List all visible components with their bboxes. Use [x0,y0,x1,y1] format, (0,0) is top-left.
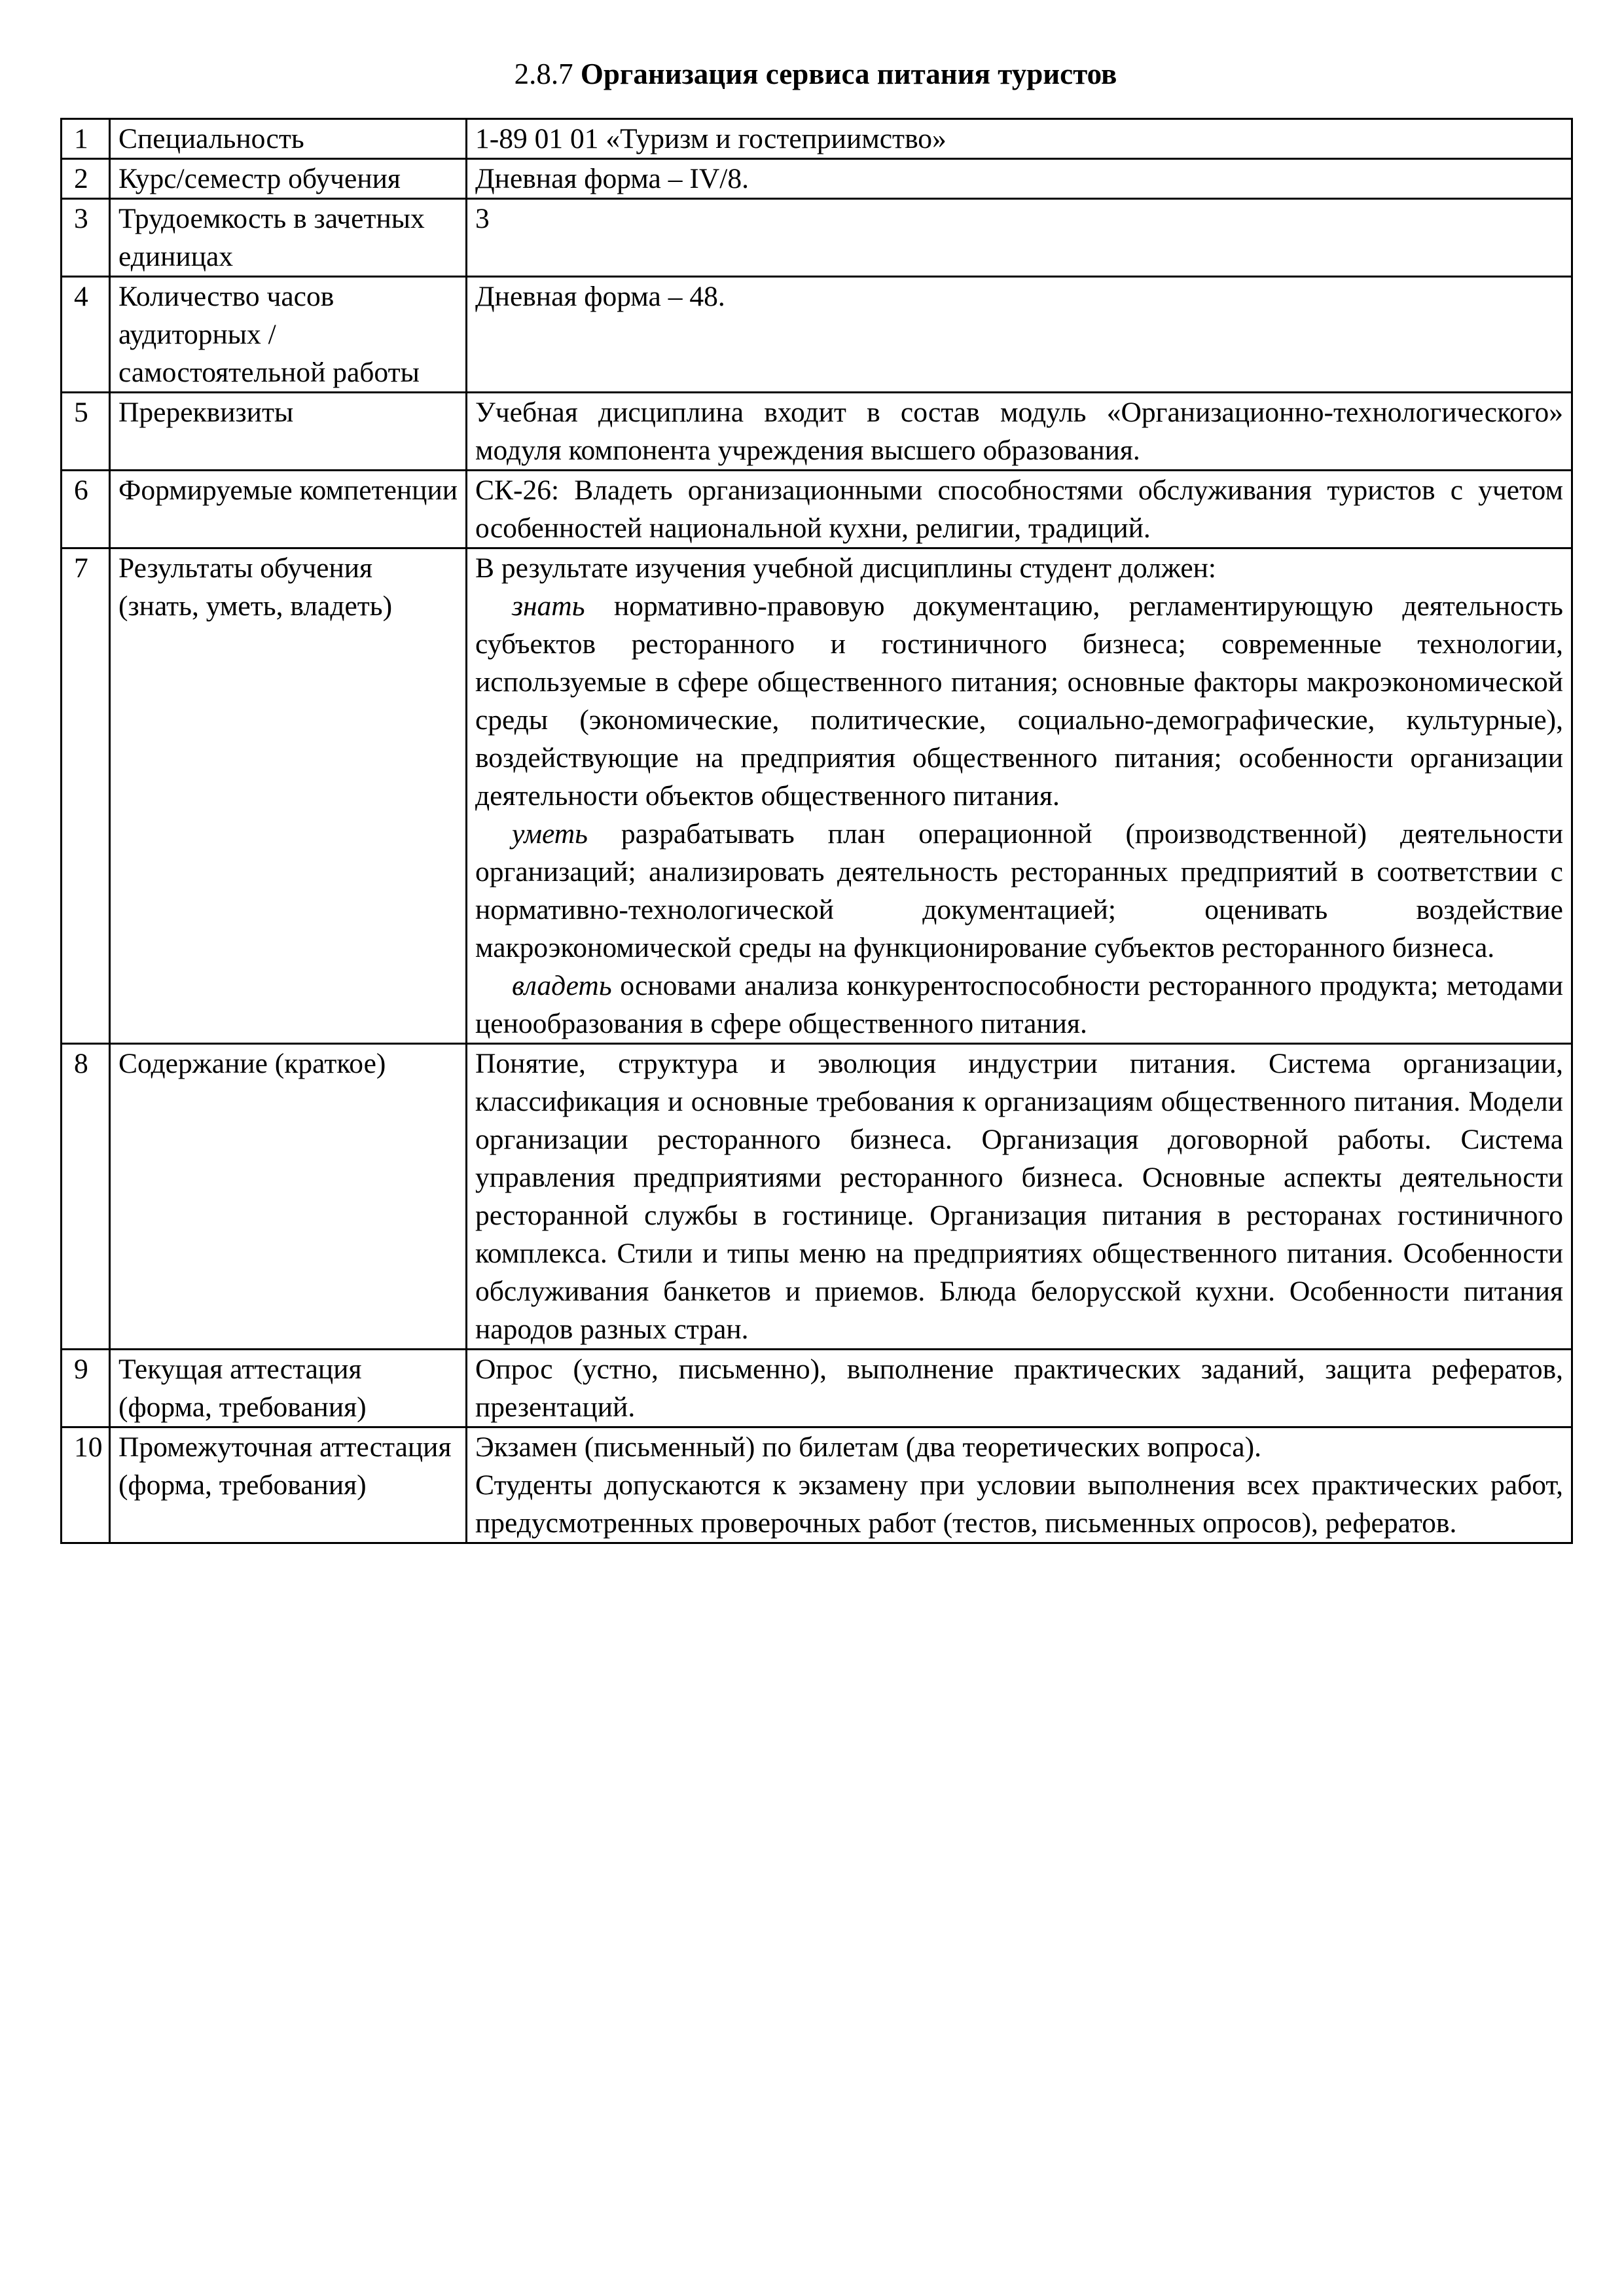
row-label: Количество часов аудиторных / самостоятельной работы [110,277,467,393]
row-number: 4 [62,277,110,393]
row-value [467,1427,1572,1543]
can-keyword: уметь [512,818,588,850]
hours-value: Дневная форма – 48. [475,281,725,312]
row-value [467,471,1572,548]
row-value [467,1044,1572,1350]
credits-value: 3 [475,203,490,234]
row-number: 3 [62,199,110,277]
row-label: Содержание (краткое) [110,1044,467,1350]
current-assessment-value: Опрос (устно, письменно), выполнение практических заданий, защита рефератов, презентаций. [475,1354,1563,1423]
table-row-hours [62,277,1572,393]
table-row-current-assessment [62,1350,1572,1427]
table-row-prerequisites [62,393,1572,471]
outcomes-intro: В результате изучения учебной дисциплины студент должен: [475,552,1217,584]
exam-admission: Студенты допускаются к экзамену при условии выполнения всех практических работ, предусмотренных проверочных работ (тестов, письменных опросов), рефератов. [475,1469,1563,1539]
row-label: Текущая аттестация (форма, требования) [110,1350,467,1427]
row-label: Специальность [110,119,467,159]
row-value [467,548,1572,1044]
know-text: нормативно-правовую документацию, регламентирующую деятельность субъектов ресторанного и гостиничного бизнеса; современные технологии, используемые в сфере общественного питания; основные факторы макроэкономической среды (экономические, политические, социально-демографические, культурные), воздействующие на предприятия общественного питания; особенности организации деятельности объектов общественного питания. [475,590,1563,812]
know-keyword: знать [512,590,585,622]
row-number: 10 [62,1427,110,1543]
outcomes-know [475,587,1563,815]
content-value: Понятие, структура и эволюция индустрии питания. Система организации, классификация и основные требования к организациям общественного питания. Модели организации ресторанного бизнеса. Организация договорной работы. Система управления предприятиями ресторанного бизнеса. Основные аспекты деятельности ресторанной службы в гостинице. Организация питания в ресторанах гостиничного комплекса. Стили и типы меню на предприятиях общественного питания. Особенности обслуживания банкетов и приемов. Блюда белорусской кухни. Особенности питания народов разных стран. [475,1048,1563,1345]
competencies-value: СК-26: Владеть организационными способностями обслуживания туристов с учетом особенностей национальной кухни, религии, традиций. [475,475,1563,544]
can-text: разрабатывать план операционной (производственной) деятельности организаций; анализировать деятельность ресторанных предприятий в соответствии с нормативно-технологической документацией; оценивать воздействие макроэкономической среды на функционирование субъектов ресторанного бизнеса. [475,818,1564,963]
outcomes-own [475,967,1563,1043]
row-number: 7 [62,548,110,1044]
specialty-value: 1-89 01 01 «Туризм и гостеприимство» [475,123,947,154]
row-number: 1 [62,119,110,159]
row-number: 5 [62,393,110,471]
row-value [467,199,1572,277]
row-value [467,119,1572,159]
table-row-specialty [62,119,1572,159]
discipline-table [60,118,1573,1544]
row-label: Курс/семестр обучения [110,159,467,199]
row-label: Результаты обучения (знать, уметь, владеть) [110,548,467,1044]
table-row-learning-outcomes [62,548,1572,1044]
table-row-intermediate-assessment [62,1427,1572,1543]
section-title: Организация сервиса питания туристов [580,58,1117,90]
row-value [467,393,1572,471]
row-label: Пререквизиты [110,393,467,471]
page-title [60,51,1571,97]
row-value [467,159,1572,199]
row-number: 2 [62,159,110,199]
exam-description: Экзамен (письменный) по билетам (два теоретических вопроса). [475,1431,1261,1463]
row-label: Формируемые компетенции [110,471,467,548]
table-row-content [62,1044,1572,1350]
own-keyword: владеть [512,970,612,1001]
row-number: 9 [62,1350,110,1427]
course-value: Дневная форма – IV/8. [475,163,749,194]
table-row-course [62,159,1572,199]
own-text: основами анализа конкурентоспособности ресторанного продукта; методами ценообразования в сфере общественного питания. [475,970,1564,1039]
table-row-competencies [62,471,1572,548]
outcomes-can [475,815,1563,967]
prerequisites-value: Учебная дисциплина входит в состав модуль «Организационно-технологического» модуля компонента учреждения высшего образования. [475,397,1563,466]
row-number: 8 [62,1044,110,1350]
row-value [467,277,1572,393]
row-number: 6 [62,471,110,548]
table-row-credits [62,199,1572,277]
row-value [467,1350,1572,1427]
row-label: Трудоемкость в зачетных единицах [110,199,467,277]
section-number: 2.8.7 [514,58,573,90]
row-label: Промежуточная аттестация (форма, требования) [110,1427,467,1543]
